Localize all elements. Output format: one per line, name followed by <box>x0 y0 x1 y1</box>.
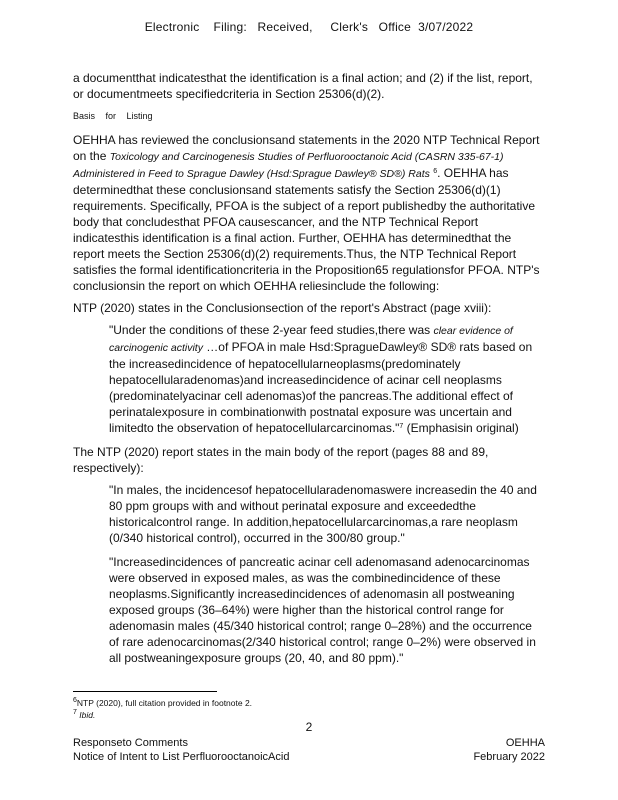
emphasis-note: (Emphasisin original) <box>403 421 519 435</box>
review-text-end: . OEHHA has determinedthat these conclusionsand statements satisfy the Section 25306(d)(1) requirements. Specifically, PFOA is the subject of a report publishedby the authoritative body that concludesthat PFOA causescancer, and the NTP Technical Report indicatesthis identification is a final action. Further, OEHHA has determinedthat the report meets the Section 25306(d)(2) requirements.Thus, the NTP Technical Report satisfies the formal identificationcriteria in the Proposition65 regulationsfor PFOA. NTP's conclusionsin the report on which OEHHA reliesinclude the following: <box>73 166 540 293</box>
review-paragraph <box>73 132 545 294</box>
footer-doc-type: Responseto Comments <box>73 737 188 749</box>
footnotes <box>73 697 545 721</box>
pancreas-quote: "Increasedincidences of pancreatic acinar cell adenomasand adenocarcinomas were observed in exposed males, as was the combinedincidence of these neoplasms.Significantly increasedincidences of adenomasin all postweaning exposed groups (36–64%) were higher than the historical control range for adenomasin males (45/340 historical control; range 0–28%) and the occurrence of rare adenocarcinomas(2/340 historical control; range 0–2%) were observed in all postweaningexposure groups (20, 40, and 80 ppm)." <box>109 555 536 665</box>
emphasis-text: clear evidence of carcinogenic activity <box>109 325 513 354</box>
footer-doc-title: Notice of Intent to List PerfluorooctanoicAcid <box>73 751 290 763</box>
footnote-6-text: NTP (2020), full citation provided in footnote 2. <box>76 698 253 708</box>
footnote-7-number: 7 <box>73 709 77 716</box>
filing-stamp-header: Electronic Filing: Received, Clerk's Office 3/07/2022 <box>144 20 474 34</box>
main-body-intro: The NTP (2020) report states in the main body of the report (pages 88 and 89, respectively): <box>73 445 489 475</box>
page-footer <box>73 736 545 764</box>
footer-date: February 2022 <box>473 751 545 763</box>
review-text-start: OEHHA has reviewed the conclusionsand statements in the 2020 NTP Technical Report on the <box>73 133 540 163</box>
page-body <box>73 70 545 674</box>
intro-paragraph: a documentthat indicatesthat the identification is a final action; and (2) if the list, report, or documentmeets specifiedcriteria in Section 25306(d)(2). <box>73 71 533 101</box>
conclusion-intro: NTP (2020) states in the Conclusionsection of the report's Abstract (page xviii): <box>73 301 492 315</box>
footnote-ref-6[interactable]: 6 <box>433 168 438 175</box>
footnote-6-number: 6 <box>73 697 77 704</box>
quote-text-start: "Under the conditions of these 2-year feed studies,there was <box>109 323 434 337</box>
liver-quote: "In males, the incidencesof hepatocellularadenomaswere increasedin the 40 and 80 ppm groups with and without perinatal exposure and exceededthe historicalcontrol range. In addition,hepatocellularcarcinomas,a rare neoplasm (0/340 historical control), occurred in the 300/80 group." <box>109 483 537 545</box>
section-heading: Basis for Listing <box>73 111 153 121</box>
abstract-quote <box>109 322 545 436</box>
quote-text-body: …of PFOA in male Hsd:SpragueDawley® SD® rats based on the increasedincidence of hepatocellularneoplasms(predominately hepatocellularadenomas)and increasedincidence of acinar cell neoplasms (predominatelyacinar cell adenomas)of the pancreas.The additional effect of perinatalexposure in combinationwith postnatal exposure was uncertain and limitedto the observation of hepatocellularcarcinomas." <box>109 340 533 435</box>
footer-agency: OEHHA <box>505 737 545 749</box>
footnote-divider <box>73 691 217 692</box>
report-title: Toxicology and Carcinogenesis Studies of Perfluorooctanoic Acid (CASRN 335-67-1) Administered in Feed to Sprague Dawley (Hsd:Sprague Dawley® SD®) Rats <box>73 151 504 180</box>
footnote-ref-7[interactable]: 7 <box>399 423 404 430</box>
footnote-7-text: Ibid. <box>79 710 96 720</box>
page-number: 2 <box>305 720 313 734</box>
footnote-6 <box>73 697 545 709</box>
